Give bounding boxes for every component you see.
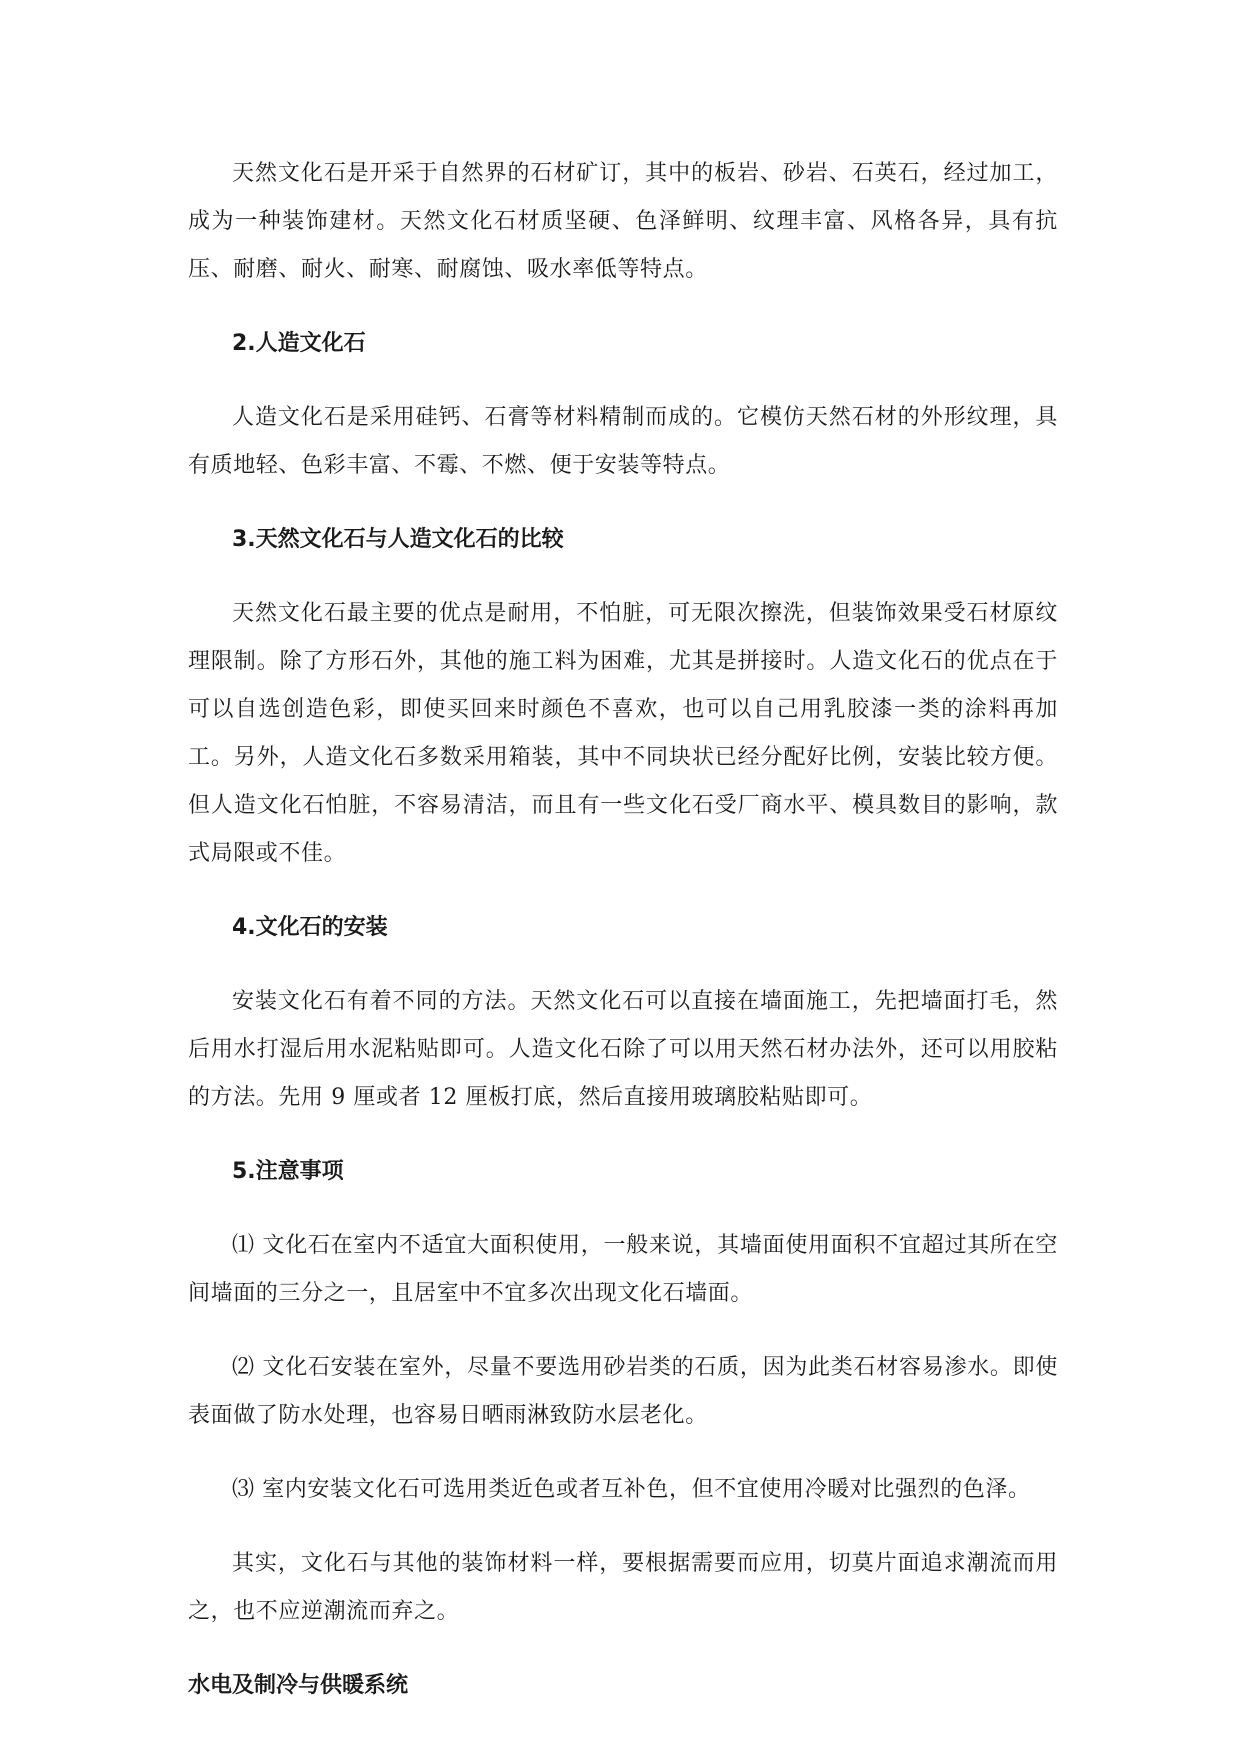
heading-comparison: 3.天然文化石与人造文化石的比较 — [232, 527, 564, 552]
paragraph-conclusion: 其实，文化石与其他的装饰材料一样，要根据需要而应用，切莫片面追求潮流而用之，也不应逆潮流而弃之。 — [188, 1551, 1058, 1624]
note-item-3: ⑶ 室内安装文化石可选用类近色或者互补色，但不宜使用冷暖对比强烈的色泽。 — [232, 1477, 1031, 1502]
paragraph-installation: 安装文化石有着不同的方法。天然文化石可以直接在墙面施工，先把墙面打毛，然后用水打湿后用水泥粘贴即可。人造文化石除了可以用天然石材办法外，还可以用胶粘的方法。先用 9 厘或者 12 厘板打底，然后直接用玻璃胶粘贴即可。 — [188, 989, 1058, 1110]
note-item-1: ⑴ 文化石在室内不适宜大面积使用，一般来说，其墙面使用面积不宜超过其所在空间墙面的三分之一，且居室中不宜多次出现文化石墙面。 — [188, 1233, 1058, 1306]
paragraph-natural-stone: 天然文化石是开采于自然界的石材矿订，其中的板岩、砂岩、石英石，经过加工，成为一种装饰建材。天然文化石材质坚硬、色泽鲜明、纹理丰富、风格各异，具有抗压、耐磨、耐火、耐寒、耐腐蚀、吸水率低等特点。 — [188, 161, 1058, 282]
heading-artificial-stone: 2.人造文化石 — [232, 331, 366, 356]
paragraph-comparison: 天然文化石最主要的优点是耐用，不怕脏，可无限次擦洗，但装饰效果受石材原纹理限制。除了方形石外，其他的施工料为困难，尤其是拼接时。人造文化石的优点在于可以自选创造色彩，即使买回来时颜色不喜欢，也可以自己用乳胶漆一类的涂料再加工。另外，人造文化石多数采用箱装，其中不同块状已经分配好比例，安装比较方便。但人造文化石怕脏，不容易清洁，而且有一些文化石受厂商水平、模具数目的影响，款式局限或不佳。 — [188, 601, 1058, 866]
document-page — [188, 150, 1058, 1710]
note-item-2: ⑵ 文化石安装在室外，尽量不要选用砂岩类的石质，因为此类石材容易渗水。即使表面做了防水处理，也容易日晒雨淋致防水层老化。 — [188, 1355, 1058, 1428]
paragraph-artificial-stone: 人造文化石是采用硅钙、石膏等材料精制而成的。它模仿天然石材的外形纹理，具有质地轻、色彩丰富、不霉、不燃、便于安装等特点。 — [188, 405, 1058, 478]
section-title: 水电及制冷与供暖系统 — [188, 1673, 409, 1698]
heading-installation: 4.文化石的安装 — [232, 915, 388, 940]
heading-precautions: 5.注意事项 — [232, 1159, 344, 1184]
